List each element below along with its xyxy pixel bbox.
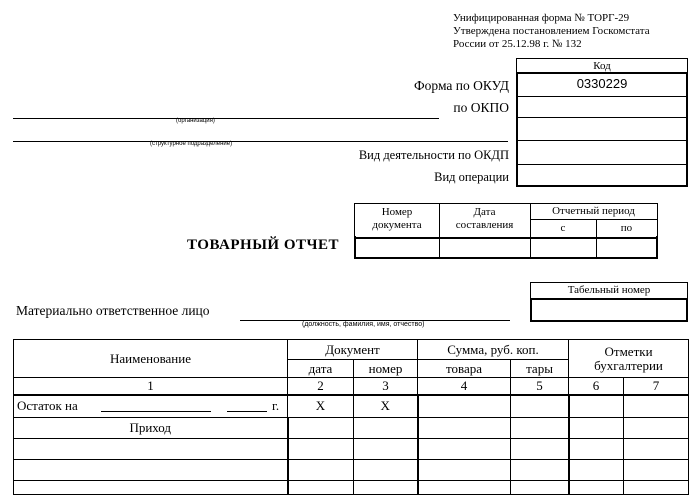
- responsible-label: Материально ответственное лицо: [16, 303, 210, 318]
- header-sum: Сумма, руб. коп.: [418, 340, 569, 360]
- cell[interactable]: [624, 459, 689, 480]
- balance-date-line[interactable]: [101, 411, 211, 412]
- position-caption: (должность, фамилия, имя, отчество): [302, 321, 425, 328]
- balance-label: Остаток на: [17, 398, 78, 413]
- col-num-7: 7: [624, 378, 689, 396]
- col-num-5: 5: [511, 378, 569, 396]
- cell[interactable]: [569, 459, 624, 480]
- table-row: [14, 395, 689, 417]
- form-code-line: Унифицированная форма № ТОРГ-29: [453, 12, 630, 24]
- okud-value[interactable]: 0330229: [576, 76, 628, 91]
- cell[interactable]: [288, 459, 354, 480]
- header-marks-l1: Отметки: [604, 343, 653, 359]
- header-date: дата: [288, 360, 354, 378]
- balance-mark-6[interactable]: [569, 395, 624, 417]
- col-num-4: 4: [418, 378, 511, 396]
- year-suffix: г.: [272, 398, 280, 413]
- document-info-table: [354, 203, 658, 259]
- cell[interactable]: [624, 438, 689, 459]
- department-caption: (структурное подразделение): [150, 141, 233, 147]
- cell[interactable]: [418, 438, 511, 459]
- tab-number-input[interactable]: [532, 300, 684, 319]
- col-number-l1: Номер: [381, 206, 413, 218]
- codes-heading: Код: [593, 60, 611, 72]
- cell[interactable]: [14, 459, 288, 480]
- cell[interactable]: [354, 417, 418, 438]
- col-num-3: 3: [354, 378, 418, 396]
- table-row: [14, 438, 689, 459]
- form-date-line: России от 25.12.98 г. № 132: [453, 38, 582, 50]
- header-goods: товара: [418, 360, 511, 378]
- tab-number-label: Табельный номер: [567, 284, 651, 296]
- cell[interactable]: [511, 438, 569, 459]
- organization-line[interactable]: [13, 118, 439, 119]
- cell[interactable]: [511, 417, 569, 438]
- balance-mark-7[interactable]: [624, 395, 689, 417]
- document-info-values[interactable]: [355, 237, 657, 258]
- cell[interactable]: [288, 417, 354, 438]
- department-line[interactable]: [13, 141, 508, 142]
- okud-label: Форма по ОКУД: [413, 78, 509, 93]
- col-date-l2: составления: [455, 219, 514, 231]
- header-container: тары: [511, 360, 569, 378]
- cell[interactable]: [14, 480, 288, 494]
- cell[interactable]: [354, 459, 418, 480]
- cell[interactable]: [511, 459, 569, 480]
- col-from: с: [560, 222, 566, 234]
- table-row: [14, 459, 689, 480]
- cell[interactable]: [569, 417, 624, 438]
- cell[interactable]: [354, 480, 418, 494]
- table-row: [14, 480, 689, 494]
- header-number: номер: [354, 360, 418, 378]
- col-num-6: 6: [569, 378, 624, 396]
- balance-date-mark: Х: [288, 395, 354, 417]
- col-date-l1: Дата: [473, 206, 496, 218]
- codes-box: [516, 58, 688, 186]
- cell[interactable]: [418, 459, 511, 480]
- cell[interactable]: [418, 480, 511, 494]
- balance-year-line[interactable]: [227, 411, 267, 412]
- goods-report-table: [13, 339, 689, 495]
- cell[interactable]: [288, 438, 354, 459]
- organization-caption: (организация): [176, 118, 215, 124]
- cell[interactable]: [418, 417, 511, 438]
- col-number-l2: документа: [372, 219, 422, 231]
- col-num-2: 2: [288, 378, 354, 396]
- cell[interactable]: [288, 480, 354, 494]
- cell[interactable]: [14, 438, 288, 459]
- okdp-label: Вид деятельности по ОКДП: [358, 148, 509, 162]
- income-label: Приход: [14, 417, 288, 438]
- header-document: Документ: [288, 340, 418, 360]
- col-to: по: [620, 222, 633, 234]
- okpo-label: по ОКПО: [453, 100, 509, 115]
- col-period: Отчетный период: [552, 205, 635, 217]
- cell[interactable]: [624, 480, 689, 494]
- document-title: ТОВАРНЫЙ ОТЧЕТ: [187, 237, 340, 253]
- operation-label: Вид операции: [434, 170, 509, 184]
- header-marks-l2: бухгалтерии: [594, 357, 663, 373]
- balance-number-mark: Х: [354, 395, 418, 417]
- header-marks: [569, 340, 689, 378]
- cell[interactable]: [569, 480, 624, 494]
- col-num-1: 1: [14, 378, 288, 396]
- balance-container[interactable]: [511, 395, 569, 417]
- form-approval-line: Утверждена постановлением Госкомстата: [453, 25, 650, 37]
- cell[interactable]: [354, 438, 418, 459]
- cell[interactable]: [511, 480, 569, 494]
- balance-cell: [14, 395, 288, 417]
- table-row: [14, 417, 689, 438]
- header-name: Наименование: [14, 340, 288, 378]
- cell[interactable]: [624, 417, 689, 438]
- balance-goods[interactable]: [418, 395, 511, 417]
- cell[interactable]: [569, 438, 624, 459]
